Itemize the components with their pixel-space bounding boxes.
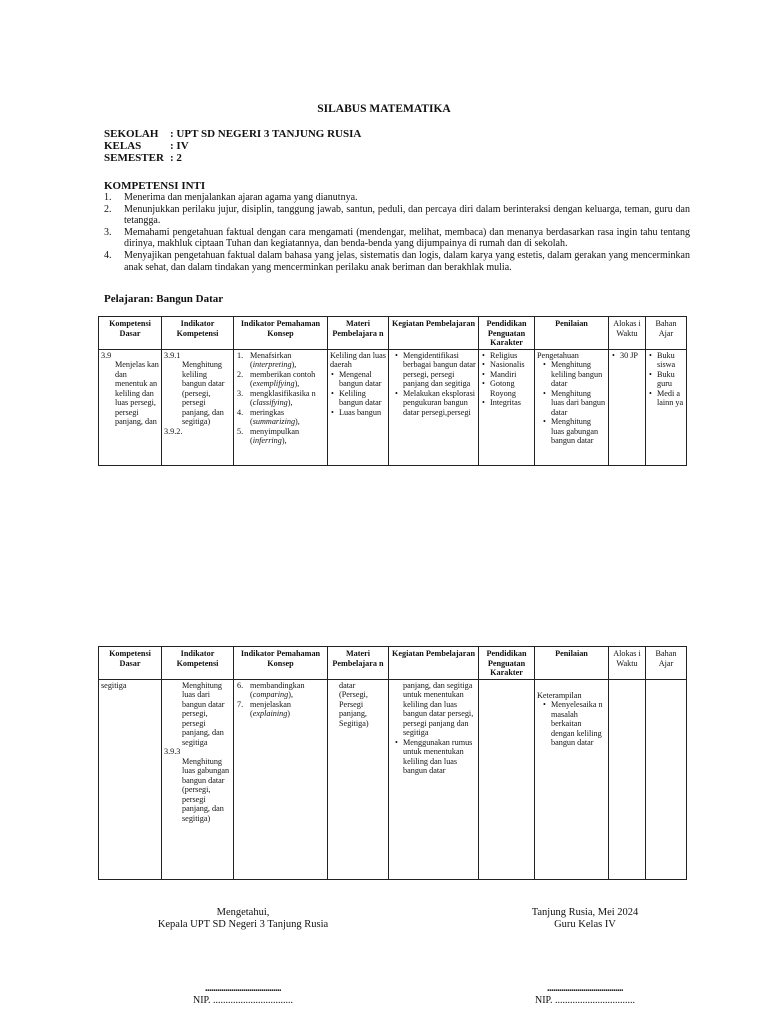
ki-text: Menyajikan pengetahuan faktual dalam bahasa yang jelas, sistematis dan logis, dalam karya yang estetis, dalam gerakan yang mencerminkan anak sehat, dan dalam tindakan yang mencerminkan perilaku anak beriman dan berakhlak mulia. xyxy=(124,249,690,273)
nip-field: NIP. ................................ xyxy=(192,995,293,1006)
info-value: : UPT SD NEGERI 3 TANJUNG RUSIA xyxy=(170,128,362,140)
sign-line1: Mengetahui, xyxy=(216,907,270,918)
nip-field: NIP. ................................ xyxy=(534,995,635,1006)
cell-materi xyxy=(328,349,389,466)
col-header: Alokas i Waktu xyxy=(609,317,646,350)
col-header: Bahan Ajar xyxy=(646,647,687,680)
ik-text: Menghitung luas dari bangun datar persegi, persegi panjang, dan segitiga xyxy=(182,680,225,747)
col-header: Kegiatan Pembelajaran xyxy=(389,317,479,350)
karakter-item: • Mandiri xyxy=(490,370,532,380)
silabus-table-part1 xyxy=(98,316,687,466)
info-semester xyxy=(104,152,182,164)
ki-item xyxy=(104,204,690,227)
ki-num: 2. xyxy=(104,203,112,215)
karakter-item: • Integritas xyxy=(490,398,532,408)
materi-item: • Mengenal bangun datar xyxy=(339,370,386,389)
col-header: Penilaian xyxy=(535,647,609,680)
ik-number: 3.9.1 xyxy=(164,350,181,360)
ipk-item: 5. menyimpulkan (inferring), xyxy=(237,426,300,445)
table-row xyxy=(99,349,687,466)
materi-intro: Keliling dan luas daerah xyxy=(330,350,386,369)
cell-bahan xyxy=(646,679,687,880)
cell-penilaian xyxy=(535,349,609,466)
table-header-row xyxy=(99,317,687,350)
col-header: Kegiatan Pembelajaran xyxy=(389,647,479,680)
cell-ik xyxy=(162,349,234,466)
karakter-item: • Religius xyxy=(490,351,532,361)
materi-list xyxy=(330,370,386,418)
cell-waktu xyxy=(609,679,646,880)
ipk-list xyxy=(236,351,325,446)
table-row xyxy=(99,679,687,880)
col-header: Pendidikan Penguatan Karakter xyxy=(479,647,535,680)
kd-number: 3.9 xyxy=(101,350,112,360)
penilaian-item: • Menghitung luas dari bangun datar xyxy=(551,389,606,418)
table-header-row xyxy=(99,647,687,680)
cell-karakter xyxy=(479,679,535,880)
info-key: KELAS xyxy=(104,140,142,152)
ipk-item: 7. menjelaskan (explaining) xyxy=(237,699,291,718)
lesson-title: Pelajaran: Bangun Datar xyxy=(104,293,224,305)
ipk-item: 4. meringkas (summarizing), xyxy=(237,407,300,426)
col-header: Indikator Kompetensi xyxy=(162,317,234,350)
kegiatan-item: • Mengidentifikasi berbagai bangun datar persegi, persegi panjang dan segitiga xyxy=(403,351,476,389)
signature-line: ...................................... xyxy=(205,983,281,994)
cell-kegiatan xyxy=(389,349,479,466)
ki-list xyxy=(104,192,690,273)
col-header: Alokas i Waktu xyxy=(609,647,646,680)
bahan-list xyxy=(648,351,684,408)
penilaian-title: Pengetahuan xyxy=(537,350,579,360)
info-value: : 2 xyxy=(170,152,182,164)
info-key: SEMESTER xyxy=(104,152,164,164)
ik-number: 3.9.3 xyxy=(164,747,181,756)
signature-line: ...................................... xyxy=(547,983,623,994)
cell-ik xyxy=(162,679,234,880)
kd-text: Menjelas kan dan menentuk an keliling dan luas persegi, persegi panjang, dan xyxy=(115,360,159,426)
ki-item xyxy=(104,227,690,250)
ipk-item: 1. Menafsirkan (interpreting), xyxy=(237,350,297,369)
cell-penilaian xyxy=(535,679,609,880)
sign-line2: Guru Kelas IV xyxy=(554,919,616,930)
ik-text: Menghitung keliling bangun datar (persegi, persegi panjang, dan segitiga) xyxy=(182,360,225,426)
materi-item: • Luas bangun xyxy=(339,408,386,418)
cell-karakter xyxy=(479,349,535,466)
cell-ipk xyxy=(234,679,328,880)
cell-bahan xyxy=(646,349,687,466)
ik-number: 3.9.2. xyxy=(164,426,183,436)
cell-ipk xyxy=(234,349,328,466)
kegiatan-list xyxy=(391,351,476,418)
silabus-table-part2 xyxy=(98,646,687,880)
col-header: Penilaian xyxy=(535,317,609,350)
col-header: Materi Pembelajara n xyxy=(328,647,389,680)
penilaian-list xyxy=(537,700,606,748)
sign-line1: Tanjung Rusia, Mei 2024 xyxy=(531,907,639,918)
cell-materi xyxy=(328,679,389,880)
penilaian-item: • Menghitung keliling bangun datar xyxy=(551,360,606,389)
materi-item: • Keliling bangun datar xyxy=(339,389,386,408)
info-class xyxy=(104,140,189,152)
ki-text: Memahami pengetahuan faktual dengan cara mengamati (mendengar, melihat, membaca) dan menanya berdasarkan rasa ingin tahu tentang dirinya, makhluk ciptaan Tuhan dan kegiatannya, dan benda-benda yang dijumpainya di rumah dan di sekolah. xyxy=(124,226,690,250)
karakter-item: • Nasionalis xyxy=(490,360,532,370)
ki-num: 4. xyxy=(104,249,112,261)
penilaian-list xyxy=(537,360,606,446)
bahan-item: • Buku siswa xyxy=(657,351,684,370)
waktu-list xyxy=(611,351,643,361)
info-key: SEKOLAH xyxy=(104,128,159,140)
col-header: Pendidikan Penguatan Karakter xyxy=(479,317,535,350)
penilaian-item: • Menyelesaika n masalah berkaitan dengan keliling bangun datar xyxy=(551,700,606,748)
penilaian-item: • Menghitung luas gabungan bangun datar xyxy=(551,417,606,446)
ipk-item: 6. membandingkan (comparing), xyxy=(237,680,305,699)
karakter-item: • Gotong Royong xyxy=(490,379,532,398)
ipk-list xyxy=(236,681,325,719)
info-value: : IV xyxy=(170,140,189,152)
waktu-item: • 30 JP xyxy=(620,351,643,361)
penilaian-title: Keterampilan xyxy=(537,690,582,700)
col-header: Indikator Pemahaman Konsep xyxy=(234,317,328,350)
kd-text: segitiga xyxy=(101,680,127,690)
materi-text: datar (Persegi, Persegi panjang, Segitiga) xyxy=(339,680,369,728)
col-header: Kompetensi Dasar xyxy=(99,317,162,350)
cell-kd xyxy=(99,349,162,466)
ki-num: 3. xyxy=(104,226,112,238)
col-header: Indikator Kompetensi xyxy=(162,647,234,680)
kegiatan-text: panjang, dan segitiga untuk menentukan keliling dan luas bangun datar persegi, persegi panjang dan segitiga xyxy=(403,680,474,737)
col-header: Materi Pembelajara n xyxy=(328,317,389,350)
kegiatan-item: • Melakukan eksplorasi pengukuran bangun datar persegi,persegi xyxy=(403,389,476,418)
signature-right xyxy=(510,907,660,1007)
ki-text: Menerima dan menjalankan ajaran agama yang dianutnya. xyxy=(124,192,358,203)
col-header: Indikator Pemahaman Konsep xyxy=(234,647,328,680)
ipk-item: 3. mengklasifikasika n (classifying), xyxy=(237,388,316,407)
cell-kd xyxy=(99,679,162,880)
signature-left xyxy=(143,907,343,1007)
bahan-item: • Medi a lainn ya xyxy=(657,389,684,408)
karakter-list xyxy=(481,351,532,408)
cell-kegiatan xyxy=(389,679,479,880)
bahan-item: • Buku guru xyxy=(657,370,684,389)
col-header: Bahan Ajar xyxy=(646,317,687,350)
kegiatan-item: • Menggunakan rumus untuk menentukan keliling dan luas bangun datar xyxy=(403,738,476,776)
ipk-item: 2. memberikan contoh (exemplifying), xyxy=(237,369,316,388)
sign-line2: Kepala UPT SD Negeri 3 Tanjung Rusia xyxy=(157,919,329,930)
cell-waktu xyxy=(609,349,646,466)
col-header: Kompetensi Dasar xyxy=(99,647,162,680)
ik-text: Menghitung luas gabungan bangun datar (persegi, persegi panjang, dan segitiga) xyxy=(182,756,230,823)
ki-item xyxy=(104,250,690,273)
kegiatan-list xyxy=(391,738,476,776)
ki-item xyxy=(104,192,690,204)
ki-num: 1. xyxy=(104,192,112,203)
ki-heading: KOMPETENSI INTI xyxy=(104,180,206,192)
info-school xyxy=(104,128,361,140)
ki-text: Menunjukkan perilaku jujur, disiplin, tanggung jawab, santun, peduli, dan percaya diri dalam berinteraksi dengan keluarga, teman, guru dan tetangga. xyxy=(124,203,690,227)
document-title: SILABUS MATEMATIKA xyxy=(317,103,451,115)
